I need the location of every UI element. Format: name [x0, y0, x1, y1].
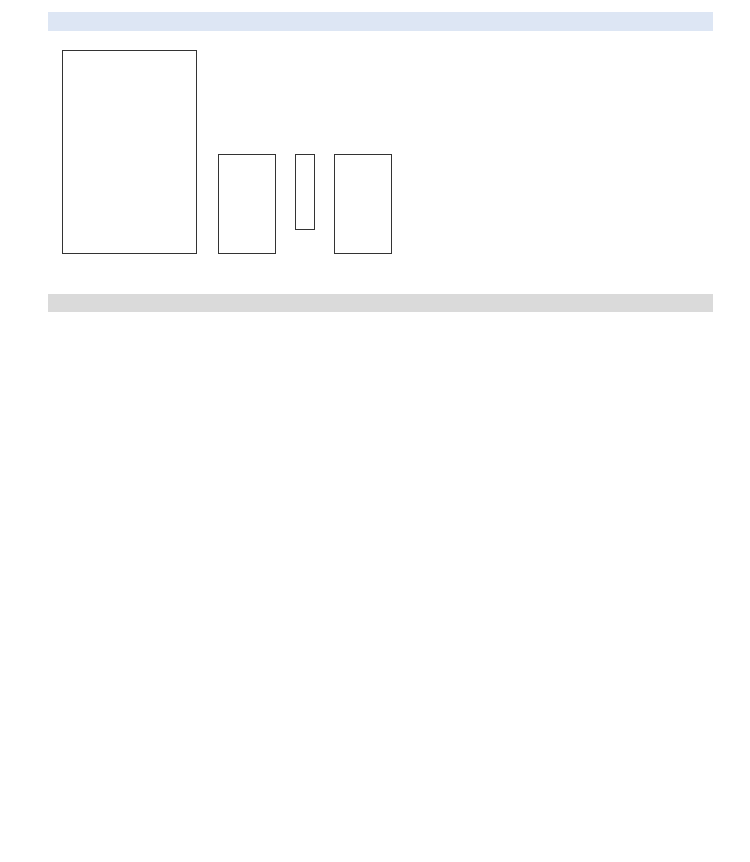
section-title — [48, 12, 713, 31]
column-header-designation — [381, 294, 547, 313]
column-header-conn — [214, 294, 380, 313]
table-header-row — [48, 294, 713, 313]
column-header-function — [547, 294, 713, 313]
terminal-block-kl3 — [62, 50, 197, 254]
column-header-no — [48, 294, 214, 313]
terminal-block-kl1 — [334, 154, 392, 254]
terminal-block-pe — [295, 154, 315, 230]
terminal-block-kl2 — [218, 154, 276, 254]
connection-table — [48, 294, 713, 313]
